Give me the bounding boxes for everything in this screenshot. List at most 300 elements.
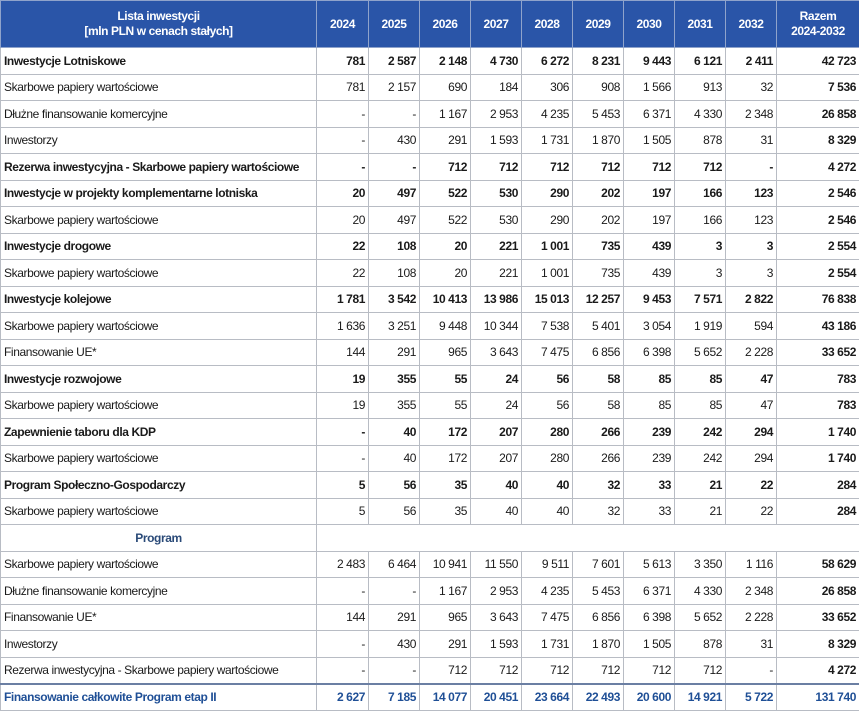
row-value: 9 453 [624, 286, 675, 313]
header-title-line2: [mln PLN w cenach stałych] [84, 24, 233, 38]
row-label: Inwestorzy [1, 127, 317, 154]
section-row [1, 525, 859, 552]
row-value: 878 [675, 127, 726, 154]
row-value: - [317, 578, 369, 605]
table-row [1, 48, 859, 75]
row-value: 31 [726, 127, 777, 154]
row-total: 2 546 [777, 207, 859, 234]
row-value: 781 [317, 48, 369, 75]
row-value: 6 121 [675, 48, 726, 75]
row-value: 166 [675, 207, 726, 234]
row-value: 712 [624, 657, 675, 684]
row-value: 5 453 [573, 578, 624, 605]
row-value: 266 [573, 445, 624, 472]
row-label: Zapewnienie taboru dla KDP [1, 419, 317, 446]
row-value: 294 [726, 419, 777, 446]
row-value: - [317, 631, 369, 658]
row-value: 242 [675, 419, 726, 446]
row-value: 1 116 [726, 551, 777, 578]
row-value: 197 [624, 180, 675, 207]
row-value: 172 [420, 445, 471, 472]
row-value: 3 [726, 260, 777, 287]
row-value: 22 [317, 233, 369, 260]
row-value: 712 [573, 154, 624, 181]
row-total: 43 186 [777, 313, 859, 340]
row-value: 294 [726, 445, 777, 472]
header-year: 2032 [726, 1, 777, 48]
row-value: 20 [317, 207, 369, 234]
row-value: 12 257 [573, 286, 624, 313]
row-label: Skarbowe papiery wartościowe [1, 551, 317, 578]
header-year: 2031 [675, 1, 726, 48]
table-row [1, 154, 859, 181]
row-value: 781 [317, 74, 369, 101]
row-total: 26 858 [777, 101, 859, 128]
row-value: 7 475 [522, 604, 573, 631]
row-label: Skarbowe papiery wartościowe [1, 498, 317, 525]
row-value: 3 643 [471, 604, 522, 631]
row-value: 965 [420, 604, 471, 631]
row-value: - [369, 101, 420, 128]
row-value: 3 054 [624, 313, 675, 340]
row-value: 4 235 [522, 578, 573, 605]
row-value: - [369, 578, 420, 605]
row-label: Skarbowe papiery wartościowe [1, 313, 317, 340]
row-value: 22 493 [573, 684, 624, 711]
row-value: 530 [471, 180, 522, 207]
row-value: 430 [369, 127, 420, 154]
table-row [1, 233, 859, 260]
row-value: 5 722 [726, 684, 777, 711]
row-value: 2 157 [369, 74, 420, 101]
row-value: 6 856 [573, 604, 624, 631]
row-label: Skarbowe papiery wartościowe [1, 207, 317, 234]
row-value: 1 001 [522, 260, 573, 287]
row-value: 735 [573, 260, 624, 287]
row-value: 33 [624, 498, 675, 525]
row-value: 1 167 [420, 578, 471, 605]
row-value: 56 [522, 366, 573, 393]
row-value: 7 185 [369, 684, 420, 711]
table-row [1, 366, 859, 393]
row-value: 7 475 [522, 339, 573, 366]
row-total: 2 554 [777, 260, 859, 287]
row-total: 783 [777, 392, 859, 419]
row-value: 40 [369, 419, 420, 446]
row-value: 47 [726, 366, 777, 393]
row-value: 85 [624, 392, 675, 419]
table-row [1, 207, 859, 234]
row-value: 4 330 [675, 101, 726, 128]
row-value: 4 730 [471, 48, 522, 75]
section-label: Program [1, 525, 317, 552]
row-label: Inwestycje w projekty komplementarne lotniska [1, 180, 317, 207]
header-year: 2027 [471, 1, 522, 48]
row-total: 4 272 [777, 657, 859, 684]
row-value: 3 [726, 233, 777, 260]
row-value: 108 [369, 233, 420, 260]
row-value: 2 148 [420, 48, 471, 75]
row-value: - [317, 419, 369, 446]
row-value: 965 [420, 339, 471, 366]
table-row [1, 445, 859, 472]
row-value: 123 [726, 207, 777, 234]
row-value: 56 [369, 472, 420, 499]
row-value: 712 [420, 657, 471, 684]
row-value: 712 [522, 154, 573, 181]
row-value: 239 [624, 419, 675, 446]
row-value: 7 538 [522, 313, 573, 340]
row-value: 15 013 [522, 286, 573, 313]
row-label: Inwestycje kolejowe [1, 286, 317, 313]
row-value: 221 [471, 233, 522, 260]
row-value: 2 228 [726, 339, 777, 366]
row-value: 7 571 [675, 286, 726, 313]
row-value: 355 [369, 392, 420, 419]
row-total: 8 329 [777, 631, 859, 658]
row-value: 1 566 [624, 74, 675, 101]
row-value: 6 464 [369, 551, 420, 578]
row-value: - [369, 657, 420, 684]
header-title [1, 1, 317, 48]
row-value: 10 941 [420, 551, 471, 578]
row-value: 20 [420, 260, 471, 287]
row-value: 21 [675, 498, 726, 525]
row-value: 3 [675, 260, 726, 287]
row-value: 1 505 [624, 631, 675, 658]
row-value: 3 251 [369, 313, 420, 340]
row-value: 6 272 [522, 48, 573, 75]
row-value: 24 [471, 366, 522, 393]
row-value: 6 371 [624, 101, 675, 128]
header-year: 2024 [317, 1, 369, 48]
row-value: 166 [675, 180, 726, 207]
row-value: 6 398 [624, 339, 675, 366]
row-label: Inwestycje Lotniskowe [1, 48, 317, 75]
row-value: 1 167 [420, 101, 471, 128]
row-value: 242 [675, 445, 726, 472]
row-total: 284 [777, 472, 859, 499]
row-value: 690 [420, 74, 471, 101]
row-value: 1 870 [573, 631, 624, 658]
row-value: 197 [624, 207, 675, 234]
row-value: 19 [317, 392, 369, 419]
table-row [1, 472, 859, 499]
row-total: 2 546 [777, 180, 859, 207]
row-label: Rezerwa inwestycyjna - Skarbowe papiery wartościowe [1, 154, 317, 181]
row-value: 23 664 [522, 684, 573, 711]
row-label: Program Społeczno-Gospodarczy [1, 472, 317, 499]
row-value: 40 [471, 472, 522, 499]
row-value: 2 953 [471, 578, 522, 605]
row-total: 2 554 [777, 233, 859, 260]
row-value: 2 348 [726, 101, 777, 128]
row-value: 280 [522, 419, 573, 446]
row-value: 712 [675, 657, 726, 684]
row-label: Finansowanie UE* [1, 604, 317, 631]
row-value: 32 [573, 472, 624, 499]
table-row [1, 313, 859, 340]
table-row [1, 419, 859, 446]
table-row [1, 392, 859, 419]
row-label: Finansowanie UE* [1, 339, 317, 366]
row-value: - [317, 154, 369, 181]
row-value: 2 627 [317, 684, 369, 711]
row-value: 20 451 [471, 684, 522, 711]
row-value: 6 398 [624, 604, 675, 631]
row-value: 32 [726, 74, 777, 101]
table-row [1, 74, 859, 101]
row-value: 9 448 [420, 313, 471, 340]
row-value: 3 643 [471, 339, 522, 366]
row-label: Skarbowe papiery wartościowe [1, 392, 317, 419]
row-label: Dłużne finansowanie komercyjne [1, 101, 317, 128]
row-value: 11 550 [471, 551, 522, 578]
table-row [1, 127, 859, 154]
row-value: 291 [369, 339, 420, 366]
header-year: 2028 [522, 1, 573, 48]
table-row [1, 578, 859, 605]
row-value: 5 613 [624, 551, 675, 578]
row-value: 123 [726, 180, 777, 207]
row-value: 4 235 [522, 101, 573, 128]
row-value: 291 [420, 127, 471, 154]
row-value: 3 350 [675, 551, 726, 578]
header-row [1, 1, 859, 48]
header-title-line1: Lista inwestycji [117, 9, 200, 23]
row-value: 522 [420, 180, 471, 207]
row-value: 2 348 [726, 578, 777, 605]
row-value: 35 [420, 498, 471, 525]
row-value: 14 077 [420, 684, 471, 711]
row-value: 58 [573, 392, 624, 419]
row-value: 85 [675, 366, 726, 393]
row-value: 7 601 [573, 551, 624, 578]
row-label: Finansowanie całkowite Program etap II [1, 684, 317, 711]
row-value: 56 [522, 392, 573, 419]
table-row [1, 339, 859, 366]
row-value: 5 652 [675, 604, 726, 631]
row-label: Inwestycje rozwojowe [1, 366, 317, 393]
row-label: Skarbowe papiery wartościowe [1, 74, 317, 101]
row-value: 290 [522, 180, 573, 207]
row-value: 1 001 [522, 233, 573, 260]
row-value: 221 [471, 260, 522, 287]
row-value: 2 822 [726, 286, 777, 313]
header-year: 2026 [420, 1, 471, 48]
row-value: 40 [522, 472, 573, 499]
row-value: 56 [369, 498, 420, 525]
row-value: 55 [420, 392, 471, 419]
row-value: 6 856 [573, 339, 624, 366]
row-label: Skarbowe papiery wartościowe [1, 445, 317, 472]
row-value: 207 [471, 445, 522, 472]
header-total-line1: Razem [799, 9, 837, 23]
row-value: 530 [471, 207, 522, 234]
row-value: 35 [420, 472, 471, 499]
row-value: - [369, 154, 420, 181]
row-value: 20 [317, 180, 369, 207]
row-value: 1 593 [471, 127, 522, 154]
row-value: 9 511 [522, 551, 573, 578]
row-total: 131 740 [777, 684, 859, 711]
table-row [1, 631, 859, 658]
row-value: - [726, 657, 777, 684]
row-value: 291 [369, 604, 420, 631]
header-year: 2029 [573, 1, 624, 48]
row-value: 40 [369, 445, 420, 472]
row-value: 2 953 [471, 101, 522, 128]
row-value: 40 [522, 498, 573, 525]
row-value: 712 [471, 154, 522, 181]
row-value: 2 228 [726, 604, 777, 631]
row-value: 712 [675, 154, 726, 181]
row-value: 3 [675, 233, 726, 260]
row-value: 290 [522, 207, 573, 234]
row-value: 439 [624, 233, 675, 260]
row-value: 908 [573, 74, 624, 101]
row-value: 3 542 [369, 286, 420, 313]
row-value: 355 [369, 366, 420, 393]
row-label: Rezerwa inwestycyjna - Skarbowe papiery wartościowe [1, 657, 317, 684]
row-value: 85 [624, 366, 675, 393]
row-value: 1 870 [573, 127, 624, 154]
row-value: 20 600 [624, 684, 675, 711]
header-year: 2025 [369, 1, 420, 48]
row-value: 291 [420, 631, 471, 658]
row-value: 439 [624, 260, 675, 287]
table-row [1, 657, 859, 684]
table-row [1, 498, 859, 525]
row-value: 1 636 [317, 313, 369, 340]
row-value: 207 [471, 419, 522, 446]
row-value: 5 652 [675, 339, 726, 366]
row-value: 33 [624, 472, 675, 499]
row-value: 1 731 [522, 127, 573, 154]
row-value: 8 231 [573, 48, 624, 75]
section-spacer [317, 525, 859, 552]
row-value: 712 [522, 657, 573, 684]
row-value: 5 453 [573, 101, 624, 128]
header-year: 2030 [624, 1, 675, 48]
row-value: 14 921 [675, 684, 726, 711]
header-total-line2: 2024-2032 [791, 24, 845, 38]
row-total: 76 838 [777, 286, 859, 313]
row-total: 7 536 [777, 74, 859, 101]
table-row [1, 286, 859, 313]
row-total: 1 740 [777, 445, 859, 472]
row-total: 4 272 [777, 154, 859, 181]
row-value: 47 [726, 392, 777, 419]
row-value: 184 [471, 74, 522, 101]
row-value: 144 [317, 604, 369, 631]
row-value: 20 [420, 233, 471, 260]
table-row [1, 101, 859, 128]
row-label: Inwestycje drogowe [1, 233, 317, 260]
row-value: - [317, 101, 369, 128]
row-value: 21 [675, 472, 726, 499]
row-value: 712 [471, 657, 522, 684]
row-value: 5 401 [573, 313, 624, 340]
row-value: 13 986 [471, 286, 522, 313]
row-value: 10 413 [420, 286, 471, 313]
row-total: 26 858 [777, 578, 859, 605]
row-value: 22 [726, 472, 777, 499]
row-value: 202 [573, 180, 624, 207]
row-value: 9 443 [624, 48, 675, 75]
row-label: Inwestorzy [1, 631, 317, 658]
row-value: 31 [726, 631, 777, 658]
row-value: 1 731 [522, 631, 573, 658]
row-label: Dłużne finansowanie komercyjne [1, 578, 317, 605]
row-total: 42 723 [777, 48, 859, 75]
row-value: 712 [573, 657, 624, 684]
row-value: 22 [726, 498, 777, 525]
row-value: 4 330 [675, 578, 726, 605]
row-value: 913 [675, 74, 726, 101]
row-value: 144 [317, 339, 369, 366]
row-value: 594 [726, 313, 777, 340]
row-value: 24 [471, 392, 522, 419]
row-value: 10 344 [471, 313, 522, 340]
row-value: 1 593 [471, 631, 522, 658]
row-value: 878 [675, 631, 726, 658]
row-value: 2 587 [369, 48, 420, 75]
row-value: 735 [573, 233, 624, 260]
row-value: 5 [317, 498, 369, 525]
row-total: 33 652 [777, 339, 859, 366]
row-value: - [317, 657, 369, 684]
row-value: 5 [317, 472, 369, 499]
row-value: 2 483 [317, 551, 369, 578]
row-value: - [317, 127, 369, 154]
row-total: 33 652 [777, 604, 859, 631]
table-row [1, 551, 859, 578]
row-value: - [726, 154, 777, 181]
row-value: 1 781 [317, 286, 369, 313]
row-value: 58 [573, 366, 624, 393]
row-value: 280 [522, 445, 573, 472]
row-value: 85 [675, 392, 726, 419]
row-value: 430 [369, 631, 420, 658]
row-label: Skarbowe papiery wartościowe [1, 260, 317, 287]
table-row [1, 604, 859, 631]
row-value: 239 [624, 445, 675, 472]
row-value: 6 371 [624, 578, 675, 605]
table-body [1, 48, 859, 711]
row-total: 284 [777, 498, 859, 525]
row-value: 712 [624, 154, 675, 181]
row-total: 58 629 [777, 551, 859, 578]
table-row [1, 260, 859, 287]
row-total: 1 740 [777, 419, 859, 446]
table-row [1, 684, 859, 711]
row-value: 32 [573, 498, 624, 525]
row-value: 1 919 [675, 313, 726, 340]
row-value: 497 [369, 180, 420, 207]
table-row [1, 180, 859, 207]
row-value: 55 [420, 366, 471, 393]
row-total: 8 329 [777, 127, 859, 154]
row-value: - [317, 445, 369, 472]
row-value: 22 [317, 260, 369, 287]
row-value: 40 [471, 498, 522, 525]
row-value: 1 505 [624, 127, 675, 154]
row-value: 19 [317, 366, 369, 393]
row-value: 2 411 [726, 48, 777, 75]
row-value: 522 [420, 207, 471, 234]
row-total: 783 [777, 366, 859, 393]
